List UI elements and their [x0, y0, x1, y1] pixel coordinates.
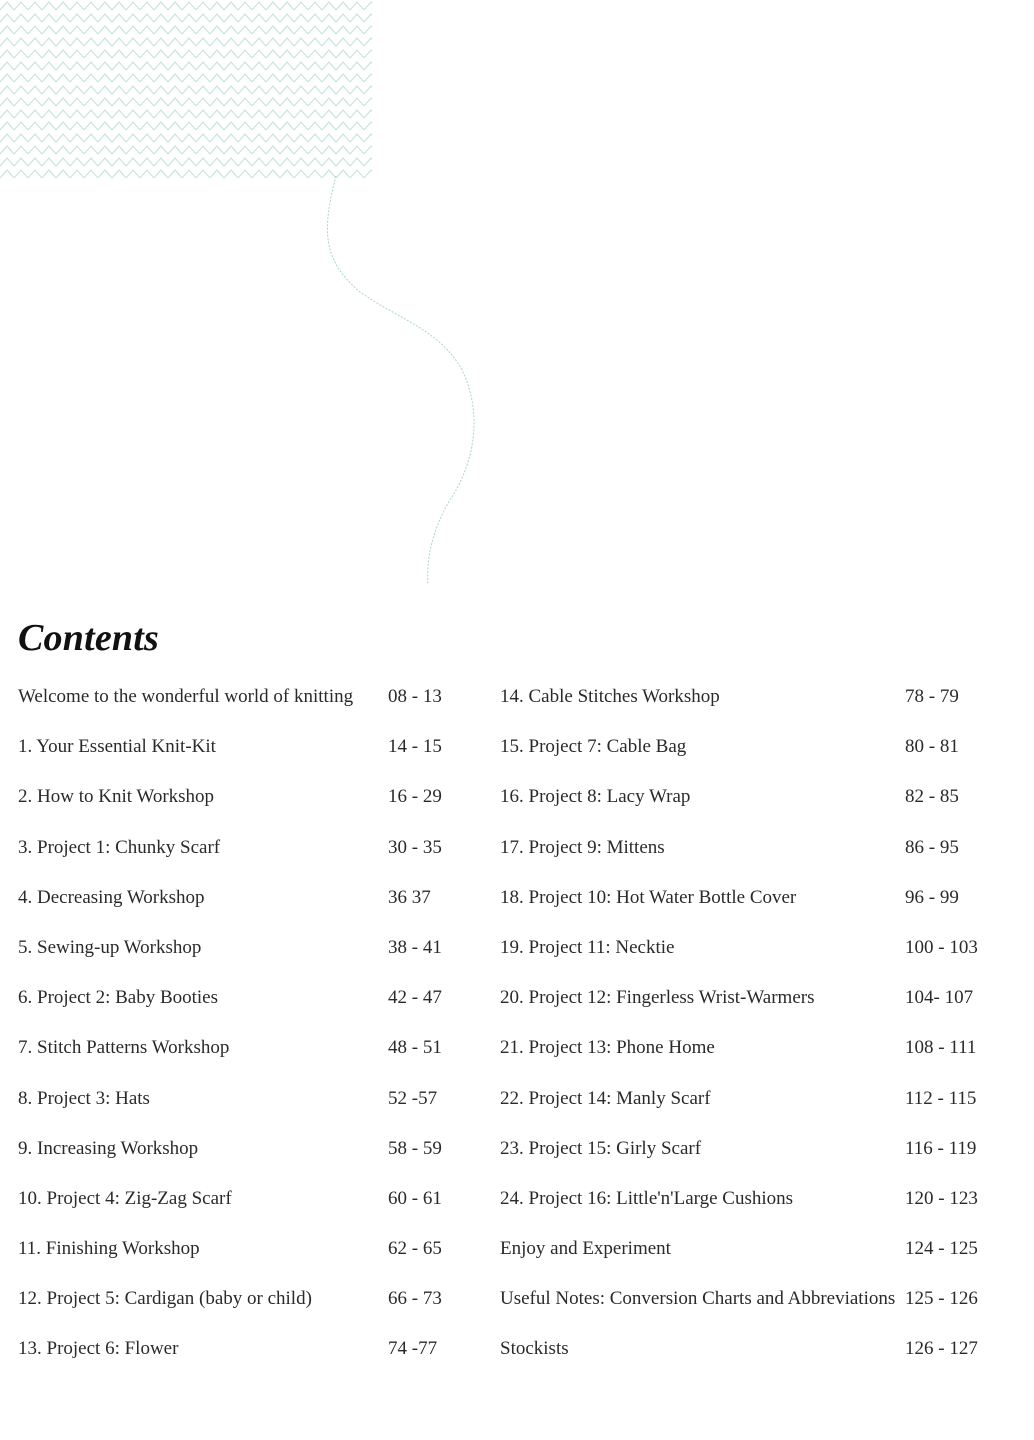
toc-entry-title: 12. Project 5: Cardigan (baby or child)	[18, 1288, 312, 1310]
toc-entry	[18, 1285, 458, 1335]
toc-entry	[18, 884, 458, 934]
toc-entry	[500, 683, 1000, 733]
toc-entry-title: 18. Project 10: Hot Water Bottle Cover	[500, 886, 797, 908]
toc-entry-title: 8. Project 3: Hats	[18, 1087, 150, 1109]
toc-entry	[18, 1034, 458, 1084]
toc-entry-title: 17. Project 9: Mittens	[500, 836, 665, 858]
toc-entry	[18, 1185, 458, 1235]
toc-entry-pages: 30 - 35	[388, 836, 442, 858]
toc-entry-pages: 16 - 29	[388, 786, 442, 808]
toc-left-column	[18, 683, 458, 1386]
toc-entry	[18, 1235, 458, 1285]
toc-entry	[500, 984, 1000, 1034]
toc-entry-title: Enjoy and Experiment	[500, 1238, 671, 1260]
toc-entry-title: 13. Project 6: Flower	[18, 1338, 179, 1360]
toc-entry-pages: 14 - 15	[388, 736, 442, 758]
toc-right-column	[500, 683, 1000, 1386]
toc-entry	[500, 1135, 1000, 1185]
toc-entry-title: 9. Increasing Workshop	[18, 1137, 199, 1159]
toc-entry-pages: 108 - 111	[905, 1037, 977, 1059]
toc-entry-title: 19. Project 11: Necktie	[500, 936, 675, 958]
toc-entry-title: Stockists	[500, 1338, 569, 1360]
toc-entry	[18, 733, 458, 783]
toc-entry	[500, 884, 1000, 934]
toc-entry-pages: 80 - 81	[905, 736, 959, 758]
toc-entry-title: 15. Project 7: Cable Bag	[500, 736, 687, 758]
toc-entry	[500, 733, 1000, 783]
toc-entry-pages: 08 - 13	[388, 686, 442, 707]
toc-entry-title: 1. Your Essential Knit-Kit	[18, 736, 216, 758]
toc-entry-pages: 116 - 119	[905, 1137, 977, 1159]
page-title: Contents	[18, 617, 159, 659]
toc-entry-title: 24. Project 16: Little'n'Large Cushions	[500, 1187, 794, 1209]
toc-entry	[18, 934, 458, 984]
toc-entry-title: 14. Cable Stitches Workshop	[500, 686, 720, 707]
toc-entry-pages: 82 - 85	[905, 786, 959, 808]
toc-entry	[500, 934, 1000, 984]
toc-entry	[18, 1335, 458, 1385]
toc-entry-pages: 125 - 126	[905, 1288, 978, 1310]
toc-entry	[500, 1185, 1000, 1235]
toc-entry-pages: 124 - 125	[905, 1238, 978, 1260]
yarn-strand-illustration	[0, 0, 1034, 600]
toc-entry-title: 7. Stitch Patterns Workshop	[18, 1037, 230, 1059]
toc-entry	[500, 783, 1000, 833]
toc-entry	[18, 1085, 458, 1135]
toc-entry-pages: 42 - 47	[388, 987, 442, 1009]
toc-entry	[500, 1285, 1000, 1335]
toc-entry-title: 16. Project 8: Lacy Wrap	[500, 786, 691, 808]
toc-entry-title: Welcome to the wonderful world of knitting	[18, 686, 354, 707]
toc-entry-pages: 60 - 61	[388, 1187, 442, 1209]
toc-entry-pages: 100 - 103	[905, 936, 978, 958]
toc-entry-pages: 104- 107	[905, 987, 974, 1009]
toc-entry-title: 4. Decreasing Workshop	[18, 886, 205, 908]
toc-entry	[500, 834, 1000, 884]
toc-entry-title: 23. Project 15: Girly Scarf	[500, 1137, 702, 1159]
toc-entry-pages: 62 - 65	[388, 1238, 442, 1260]
toc-entry-pages: 78 - 79	[905, 686, 959, 707]
toc-entry-title: Useful Notes: Conversion Charts and Abbreviations	[500, 1288, 896, 1310]
toc-entry-title: 3. Project 1: Chunky Scarf	[18, 836, 221, 858]
toc-entry-pages: 86 - 95	[905, 836, 959, 858]
toc-entry-pages: 52 -57	[388, 1087, 438, 1109]
toc-entry-pages: 58 - 59	[388, 1137, 442, 1159]
toc-entry-title: 5. Sewing-up Workshop	[18, 936, 202, 958]
toc-entry-pages: 36 37	[388, 886, 431, 908]
toc-entry-pages: 112 - 115	[905, 1087, 977, 1109]
toc-entry-title: 20. Project 12: Fingerless Wrist-Warmers	[500, 987, 815, 1009]
toc-entry-pages: 66 - 73	[388, 1288, 442, 1310]
toc-entry-pages: 74 -77	[388, 1338, 438, 1360]
toc-entry-pages: 48 - 51	[388, 1037, 442, 1059]
toc-entry-pages: 38 - 41	[388, 936, 442, 958]
toc-entry-title: 22. Project 14: Manly Scarf	[500, 1087, 711, 1109]
toc-entry	[500, 1235, 1000, 1285]
toc-entry	[500, 1335, 1000, 1385]
toc-entry	[500, 1034, 1000, 1084]
toc-entry-title: 6. Project 2: Baby Booties	[18, 987, 219, 1009]
toc-entry	[18, 984, 458, 1034]
toc-entry-title: 2. How to Knit Workshop	[18, 786, 215, 808]
toc-entry	[18, 783, 458, 833]
toc-entry-title: 11. Finishing Workshop	[18, 1238, 200, 1260]
toc-entry-pages: 96 - 99	[905, 886, 959, 908]
toc-entry	[18, 1135, 458, 1185]
toc-entry-title: 21. Project 13: Phone Home	[500, 1037, 715, 1059]
toc-entry	[18, 683, 458, 733]
toc-entry	[500, 1085, 1000, 1135]
toc-entry	[18, 834, 458, 884]
toc-entry-pages: 126 - 127	[905, 1338, 978, 1360]
toc-entry-title: 10. Project 4: Zig-Zag Scarf	[18, 1187, 232, 1209]
toc-entry-pages: 120 - 123	[905, 1187, 978, 1209]
